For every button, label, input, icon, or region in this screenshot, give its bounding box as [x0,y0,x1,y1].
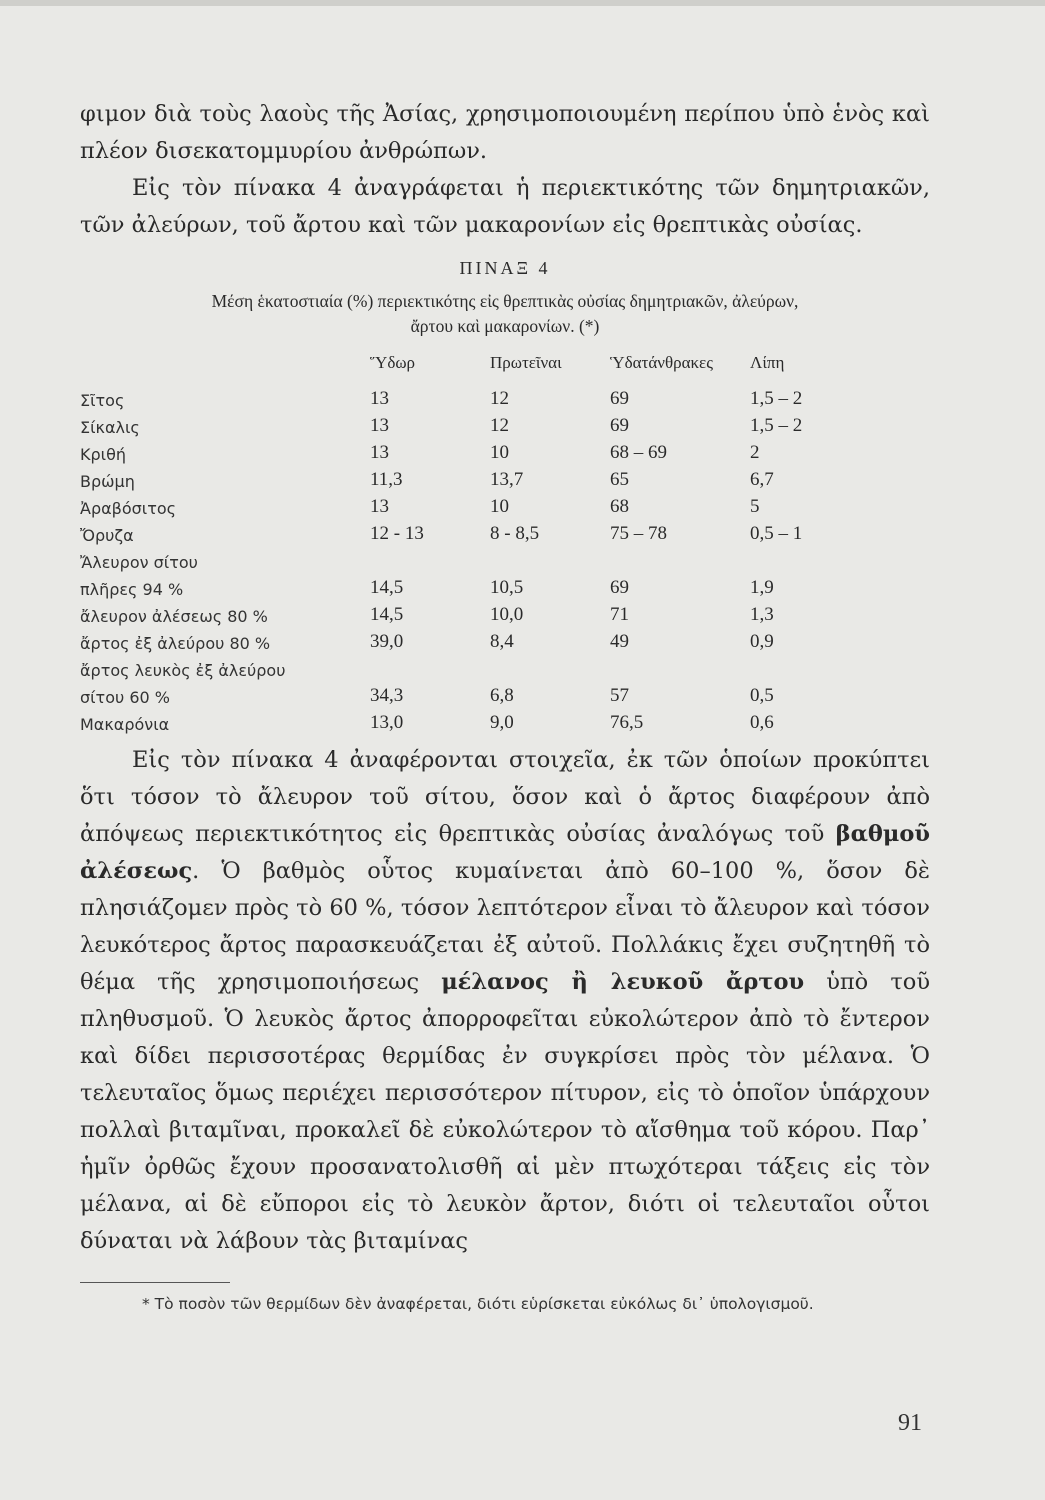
table-row [80,383,850,410]
row-label: ἄρτος ἐξ ἀλεύρου 80 % [80,634,271,653]
cell-fats: 2 [750,442,760,463]
header-blank [80,351,370,383]
intro-paragraph-2: Εἰς τὸν πίνακα 4 ἀναγράφεται ἡ περιεκτικότης τῶν δημητριακῶν, τῶν ἀλεύρων, τοῦ ἄρτου καὶ τῶν μακαρονίων εἰς θρεπτικὰς οὐσίας. [80,175,930,238]
intro-paragraph-1: φιμον διὰ τοὺς λαοὺς τῆς Ἀσίας, χρησιμοποιουμένη περίπου ὑπὸ ἑνὸς καὶ πλέον δισεκατομμυρίου ἀνθρώπων. [80,101,930,164]
cell-fats [750,545,850,572]
page-number: 91 [898,1410,922,1436]
cell-proteins [490,545,610,572]
cell-proteins: 10,0 [490,604,524,625]
cell-carbohydrates: 75 – 78 [610,523,667,544]
table-row [80,653,850,680]
cell-carbohydrates: 68 [610,496,629,517]
cell-water: 14,5 [370,577,404,598]
header-proteins: Πρωτεῖναι [490,353,562,372]
cell-carbohydrates: 71 [610,604,629,625]
body-bold-grinding-degree: βαθμοῦ ἀλέσεως [80,821,930,884]
cell-proteins [490,653,610,680]
cell-proteins: 10 [490,442,509,463]
cell-proteins: 12 [490,388,509,409]
cell-fats: 0,5 – 1 [750,523,803,544]
row-label: Ἄλευρον σίτου [80,553,198,572]
footnote-rule [80,1282,230,1283]
table-header-row [80,351,850,383]
cell-proteins: 13,7 [490,469,524,490]
table-body [80,383,850,734]
row-label: ἄλευρον ἀλέσεως 80 % [80,607,268,626]
document-page [80,96,930,1319]
cell-fats: 1,9 [750,577,774,598]
cell-fats [750,653,850,680]
header-carbohydrates: Ὑδατάνθρακες [610,353,713,372]
cell-water: 11,3 [370,469,403,490]
footnote: * Τὸ ποσὸν τῶν θερμίδων δὲν ἀναφέρεται, διότι εὑρίσκεται εὐκόλως δι᾽ ὑπολογισμοῦ. [142,1295,814,1313]
cell-carbohydrates: 57 [610,685,629,706]
cell-carbohydrates [610,653,750,680]
body-text-2: . Ὁ βαθμὸς οὗτος κυμαίνεται ἀπὸ 60–100 %, ὅσον δὲ πλησιάζομεν πρὸς τὸ 60 %, τόσον λεπτότερον εἶναι τὸ ἄλευρον καὶ τόσον λευκότερος ἄρτος παρασκευάζεται ἐξ αὐτοῦ. Πολλάκις ἔχει συζητηθῆ τὸ θέμα τῆς χρησιμοποιήσεως [80,858,930,995]
table-row [80,464,850,491]
cell-fats: 1,5 – 2 [750,388,803,409]
cell-water: 13 [370,496,389,517]
cell-carbohydrates [610,545,750,572]
cell-fats: 0,5 [750,685,774,706]
table-caption [80,289,930,339]
cell-proteins: 10,5 [490,577,524,598]
table-row [80,680,850,707]
cell-fats: 0,6 [750,712,774,733]
table-row [80,437,850,464]
cell-water: 12 - 13 [370,523,424,544]
row-label: ἄρτος λευκὸς ἐξ ἀλεύρου [80,661,286,680]
page-top-edge [0,0,1045,6]
table-row [80,491,850,518]
body-bold-dark-or-white-bread: μέλανος ἢ λευκοῦ ἄρτου [441,969,805,995]
row-label: Μακαρόνια [80,715,170,734]
cell-water: 13,0 [370,712,404,733]
cell-proteins: 6,8 [490,685,514,706]
table-row [80,572,850,599]
cell-water: 39,0 [370,631,404,652]
row-label: Βρώμη [80,472,135,491]
header-fats: Λίπη [750,353,785,372]
row-label: Σῖτος [80,391,125,410]
cell-proteins: 10 [490,496,509,517]
cell-fats: 6,7 [750,469,774,490]
cell-proteins: 12 [490,415,509,436]
cell-water: 13 [370,442,389,463]
row-label: Ὄρυζα [80,526,134,545]
cell-fats: 1,5 – 2 [750,415,803,436]
cell-fats: 1,3 [750,604,774,625]
body-paragraph [80,742,930,1260]
table-row [80,707,850,734]
row-label: πλῆρες 94 % [80,580,184,599]
table-row [80,599,850,626]
cell-water: 13 [370,415,389,436]
cell-water: 14,5 [370,604,404,625]
cell-carbohydrates: 69 [610,415,629,436]
cell-proteins: 8,4 [490,631,514,652]
cell-proteins: 8 - 8,5 [490,523,540,544]
cell-fats: 5 [750,496,760,517]
table-caption-line-1: Μέση ἑκατοστιαία (%) περιεκτικότης εἰς θρεπτικὰς οὐσίας δημητριακῶν, ἀλεύρων, [211,291,799,311]
cell-water [370,545,490,572]
cell-carbohydrates: 65 [610,469,629,490]
header-water: Ὕδωρ [370,353,416,372]
cell-water: 13 [370,388,389,409]
cell-water: 34,3 [370,685,404,706]
table-title: ΠΙΝΑΞ 4 [459,258,551,278]
row-label: Ἀραβόσιτος [80,499,177,518]
cell-fats: 0,9 [750,631,774,652]
cell-carbohydrates: 69 [610,388,629,409]
cell-proteins: 9,0 [490,712,514,733]
row-label: Κριθή [80,445,126,464]
table-row [80,626,850,653]
cell-carbohydrates: 69 [610,577,629,598]
nutrient-table [80,351,850,734]
table-row [80,518,850,545]
body-text-3: ὑπὸ τοῦ πληθυσμοῦ. Ὁ λευκὸς ἄρτος ἀπορροφεῖται εὐκολώτερον ἀπὸ τὸ ἔντερον καὶ δίδει περισσοτέρας θερμίδας ἐν συγκρίσει πρὸς τὸν μέλανα. Ὁ τελευταῖος ὅμως περιέχει περισσότερον πίτυρον, εἰς τὸ ὁποῖον ὑπάρχουν πολλαὶ βιταμῖναι, προκαλεῖ δὲ εὐκολώτερον τὸ αἴσθημα τοῦ κόρου. Παρ᾽ ἡμῖν ὀρθῶς ἔχουν προσανατολισθῆ αἱ μὲν πτωχότεραι τάξεις εἰς τὸν μέλανα, αἱ δὲ εὔποροι εἰς τὸ λευκὸν ἄρτον, διότι οἱ τελευταῖοι οὗτοι δύναται νὰ λάβουν τὰς βιταμίνας [80,969,931,1254]
row-label: Σίκαλις [80,418,140,437]
table-row [80,410,850,437]
table-row [80,545,850,572]
row-label: σίτου 60 % [80,688,170,707]
cell-carbohydrates: 68 – 69 [610,442,667,463]
body-text-1: Εἰς τὸν πίνακα 4 ἀναφέρονται στοιχεῖα, ἐκ τῶν ὁποίων προκύπτει ὅτι τόσον τὸ ἄλευρον τοῦ σίτου, ὅσον καὶ ὁ ἄρτος διαφέρουν ἀπὸ ἀπόψεως περιεκτικότητος εἰς θρεπτικὰς οὐσίας ἀναλόγως τοῦ [80,747,930,847]
cell-carbohydrates: 76,5 [610,712,644,733]
table-caption-line-2: ἄρτου καὶ μακαρονίων. (*) [410,316,600,336]
cell-carbohydrates: 49 [610,631,629,652]
cell-water [370,653,490,680]
